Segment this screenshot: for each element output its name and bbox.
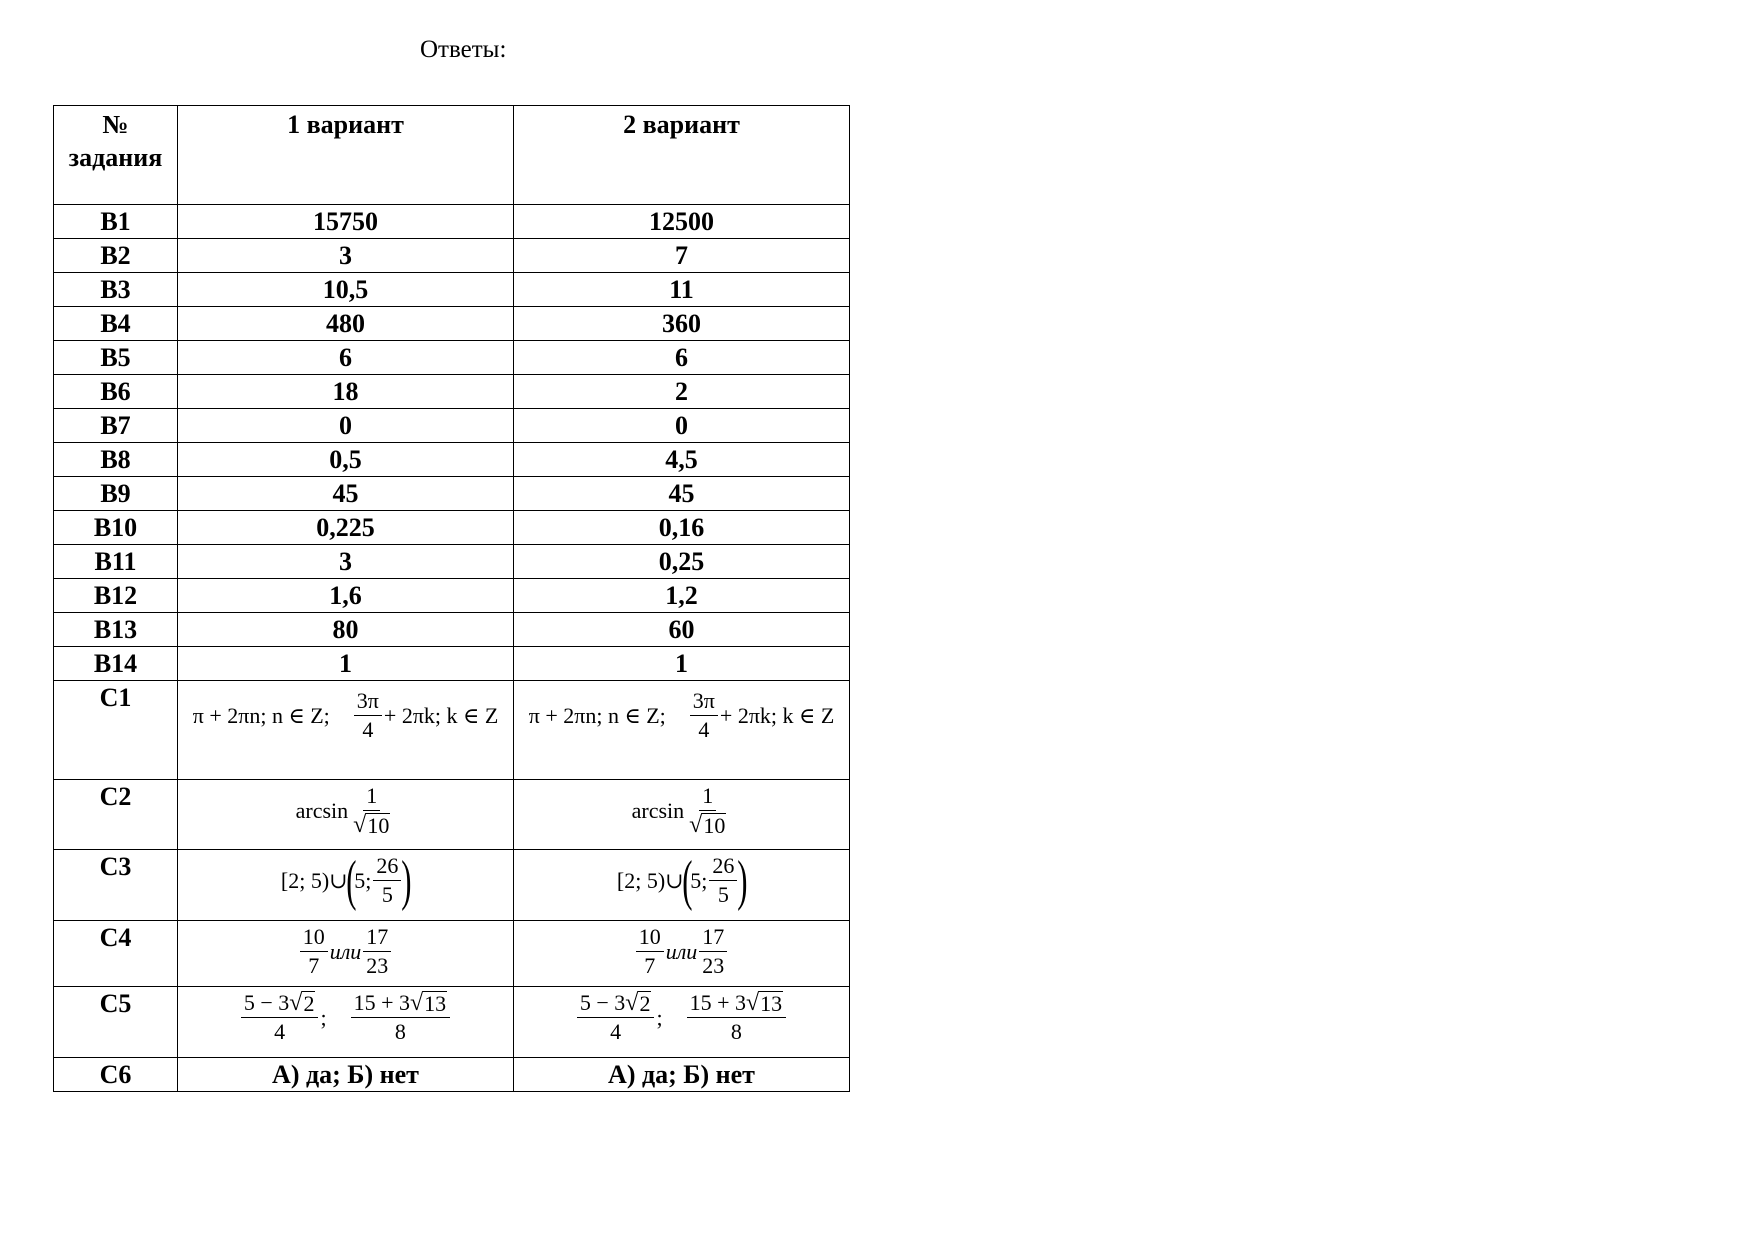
fraction-numerator: 26 <box>709 852 737 881</box>
answer-cell: 0 <box>514 409 850 443</box>
fraction-denominator: 23 <box>366 953 389 978</box>
answer-cell: 45 <box>514 477 850 511</box>
answer-cell: 0 <box>178 409 514 443</box>
answer-cell: 480 <box>178 307 514 341</box>
answer-cell: А) да; Б) нет <box>514 1058 850 1092</box>
answer-cell: 11 <box>514 273 850 307</box>
separator: ; <box>320 1004 327 1030</box>
task-label: В1 <box>54 205 178 239</box>
task-label: С1 <box>54 681 178 780</box>
table-row <box>54 205 850 239</box>
conjunction: или <box>665 938 698 964</box>
formula <box>298 923 394 980</box>
fraction-denominator: 23 <box>702 953 725 978</box>
table-row <box>54 409 850 443</box>
answer-cell <box>514 921 850 987</box>
task-label: В2 <box>54 239 178 273</box>
radicand: 10 <box>367 813 390 838</box>
formula: 5 − 3 √ 2 4 ; 15 + 3 √ 13 8 <box>575 989 788 1046</box>
fraction-numerator: 10 <box>300 923 328 952</box>
formula-part: + 2πk; k ∈ Z <box>383 702 499 728</box>
answer-cell <box>514 987 850 1058</box>
table-row <box>54 987 850 1058</box>
radicand: 2 <box>303 991 315 1016</box>
answer-cell: 0,5 <box>178 443 514 477</box>
table-row <box>54 477 850 511</box>
answer-cell: 0,25 <box>514 545 850 579</box>
formula <box>634 923 730 980</box>
table-row <box>54 613 850 647</box>
fraction-denominator: 4 <box>610 1019 622 1044</box>
task-label: В12 <box>54 579 178 613</box>
answer-cell: А) да; Б) нет <box>178 1058 514 1092</box>
task-label: С2 <box>54 780 178 850</box>
answer-cell: 3 <box>178 239 514 273</box>
answer-cell: 7 <box>514 239 850 273</box>
task-label: С6 <box>54 1058 178 1092</box>
answer-cell <box>514 850 850 921</box>
answer-cell <box>178 850 514 921</box>
function-name: arcsin <box>295 797 349 823</box>
fraction-denominator: 5 <box>381 882 393 907</box>
numerator-prefix: 15 + 3 <box>353 990 410 1015</box>
interval-part: 5; <box>354 867 372 893</box>
task-label: В9 <box>54 477 178 511</box>
fraction-numerator: 17 <box>363 923 391 952</box>
task-label: В7 <box>54 409 178 443</box>
table-row <box>54 307 850 341</box>
answer-cell: 80 <box>178 613 514 647</box>
fraction-denominator: 4 <box>274 1019 286 1044</box>
answer-cell: 15750 <box>178 205 514 239</box>
table-row <box>54 579 850 613</box>
answer-cell: 10,5 <box>178 273 514 307</box>
conjunction: или <box>329 938 362 964</box>
fraction-numerator: 17 <box>699 923 727 952</box>
fraction-denominator: 4 <box>362 717 374 742</box>
table-row <box>54 443 850 477</box>
task-label: В5 <box>54 341 178 375</box>
page-title: Ответы: <box>420 36 507 63</box>
formula-part: π + 2πn; n ∈ Z; <box>192 702 330 728</box>
table-row <box>54 273 850 307</box>
answer-cell <box>514 681 850 780</box>
answer-cell: 6 <box>178 341 514 375</box>
answer-cell: 360 <box>514 307 850 341</box>
interval-part: [2; 5)∪ <box>280 867 348 893</box>
answer-cell: 1,2 <box>514 579 850 613</box>
answer-cell <box>178 681 514 780</box>
task-label: В14 <box>54 647 178 681</box>
answer-cell: 18 <box>178 375 514 409</box>
radicand: 13 <box>760 991 783 1016</box>
answer-cell: 12500 <box>514 205 850 239</box>
table-row <box>54 681 850 780</box>
answer-cell <box>178 921 514 987</box>
answer-cell <box>178 987 514 1058</box>
fraction-denominator: 7 <box>308 953 320 978</box>
answer-cell <box>178 780 514 850</box>
answer-cell: 6 <box>514 341 850 375</box>
answer-cell: 0,16 <box>514 511 850 545</box>
interval-part: [2; 5)∪ <box>616 867 684 893</box>
header-variant-1: 1 вариант <box>178 106 514 205</box>
fraction-denominator: 7 <box>644 953 656 978</box>
formula: arcsin 1 √ 10 <box>631 783 726 838</box>
task-label: С4 <box>54 921 178 987</box>
table-row <box>54 780 850 850</box>
answer-cell: 0,225 <box>178 511 514 545</box>
fraction-numerator: 3π <box>690 687 718 716</box>
formula <box>193 687 499 744</box>
answer-cell: 60 <box>514 613 850 647</box>
table-row <box>54 850 850 921</box>
formula: [2; 5)∪ ( 5; $\frac{26}{5}$ ) <box>280 849 412 912</box>
task-label: В10 <box>54 511 178 545</box>
formula-part: π + 2πn; n ∈ Z; <box>528 702 666 728</box>
table-row <box>54 1058 850 1092</box>
fraction-denominator: 5 <box>717 882 729 907</box>
formula-part: + 2πk; k ∈ Z <box>719 702 835 728</box>
header-task-number: № задания <box>54 106 178 205</box>
task-label: С5 <box>54 987 178 1058</box>
fraction-numerator: 1 <box>699 782 716 811</box>
answer-cell: 3 <box>178 545 514 579</box>
radicand: 2 <box>639 991 651 1016</box>
formula: 5 − 3 √ 2 4 ; 15 + 3 √ 13 8 <box>239 989 452 1046</box>
answer-cell: 2 <box>514 375 850 409</box>
answers-table <box>53 105 850 1092</box>
task-label: В11 <box>54 545 178 579</box>
table-row <box>54 375 850 409</box>
task-label: В6 <box>54 375 178 409</box>
task-label: В4 <box>54 307 178 341</box>
table-row <box>54 239 850 273</box>
radicand: 10 <box>703 813 726 838</box>
formula: [2; 5)∪ ( 5; $\frac{26}{5}$ ) <box>616 849 748 912</box>
fraction-numerator: 3π <box>354 687 382 716</box>
formula <box>529 687 835 744</box>
formula: arcsin 1 √ 10 <box>295 783 390 838</box>
table-row <box>54 545 850 579</box>
header-variant-2: 2 вариант <box>514 106 850 205</box>
fraction-numerator: 1 <box>363 782 380 811</box>
answer-cell <box>514 780 850 850</box>
answer-cell: 1,6 <box>178 579 514 613</box>
task-label: В13 <box>54 613 178 647</box>
table-row <box>54 341 850 375</box>
table-row <box>54 511 850 545</box>
fraction-numerator: 10 <box>636 923 664 952</box>
fraction-denominator: 8 <box>730 1019 742 1044</box>
table-header-row <box>54 106 850 205</box>
table-row <box>54 921 850 987</box>
separator: ; <box>656 1004 663 1030</box>
numerator-prefix: 5 − 3 <box>243 990 290 1015</box>
answer-cell: 1 <box>514 647 850 681</box>
task-label: В8 <box>54 443 178 477</box>
radicand: 13 <box>424 991 447 1016</box>
numerator-prefix: 5 − 3 <box>579 990 626 1015</box>
function-name: arcsin <box>631 797 685 823</box>
answer-cell: 1 <box>178 647 514 681</box>
fraction-numerator: 26 <box>373 852 401 881</box>
interval-part: 5; <box>690 867 708 893</box>
fraction-denominator: 4 <box>698 717 710 742</box>
answer-cell: 45 <box>178 477 514 511</box>
fraction-denominator: 8 <box>394 1019 406 1044</box>
numerator-prefix: 15 + 3 <box>689 990 746 1015</box>
task-label: С3 <box>54 850 178 921</box>
task-label: В3 <box>54 273 178 307</box>
answer-cell: 4,5 <box>514 443 850 477</box>
table-row <box>54 647 850 681</box>
